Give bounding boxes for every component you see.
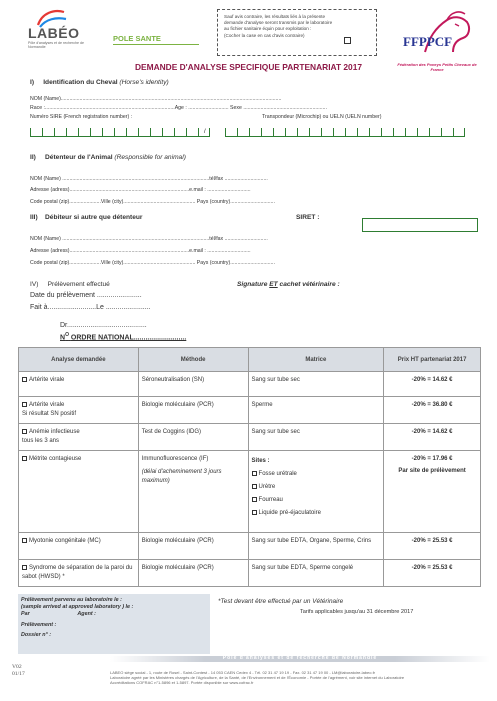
version-label — [12, 664, 25, 678]
price-cell: -20% = 25.53 € — [384, 560, 481, 587]
column-header: Analyse demandée — [19, 348, 139, 372]
section-2-heading — [30, 154, 186, 161]
matrix-cell: Sperme — [248, 397, 384, 424]
checkbox-icon[interactable] — [22, 456, 27, 461]
lab-use-box — [18, 594, 210, 654]
analysis-label: Myotonie congénitale (MC) — [29, 538, 101, 544]
tariff-validity: Tarifs applicables jusqu'au 31 décembre 2017 — [300, 609, 414, 615]
analysis-cell[interactable] — [19, 560, 139, 587]
debtor-address-field[interactable]: Adresse (adress)...................................................................................e.mail : .............................. — [30, 248, 251, 254]
site-option[interactable] — [252, 481, 381, 494]
owner-address-field[interactable]: Adresse (adress)...................................................................................e.mail : .............................. — [30, 187, 251, 193]
section-4-heading — [30, 281, 110, 288]
checkbox-icon[interactable] — [252, 484, 257, 489]
method-label: Immunofluorescence (IF) — [141, 456, 209, 462]
analysis-cell[interactable] — [19, 533, 139, 560]
analysis-label: Anémie infectieuse — [29, 429, 80, 435]
method-cell: Biologie moléculaire (PCR) — [138, 397, 248, 424]
siret-input[interactable] — [362, 218, 478, 232]
analysis-cell[interactable] — [19, 397, 139, 424]
doctor-field[interactable]: Dr......................................... — [60, 322, 147, 329]
ffe-letters: FFPPCF — [403, 34, 453, 49]
analysis-cell[interactable] — [19, 424, 139, 451]
ffe-caption: Fédération des Poneys Petits Chevaux de France — [397, 62, 477, 72]
ordre-national-field[interactable] — [60, 332, 186, 341]
analysis-label: Artérite virale — [29, 402, 65, 408]
breed-age-sex-field[interactable]: Race :..........................................................................................Age : ............................ Sexe .......................................................... — [30, 105, 327, 111]
signature-text: Signature — [237, 281, 268, 288]
analysis-sublabel: tous les 3 ans — [22, 438, 60, 444]
price-cell: -20% = 36.80 € — [384, 397, 481, 424]
section-1-heading — [30, 79, 169, 86]
signature-et: ET — [269, 281, 278, 288]
ordre-n: N — [60, 334, 66, 342]
notice-line: (Cocher la case en cas d'avis contraire) — [224, 32, 305, 38]
page-title: DEMANDE D'ANALYSE SPECIFIQUE PARTENARIAT 2017 — [134, 62, 363, 72]
price-cell — [384, 451, 481, 533]
section-number: II) — [30, 154, 36, 161]
address-line: Accréditations COFRAC n°1-5896 et 1-5897. Portée disponible sur www.cofrac.fr — [110, 680, 254, 685]
site-label: Fourreau — [258, 497, 283, 503]
analysis-sublabel: Si résultat SN positif — [22, 411, 77, 417]
method-cell: Biologie moléculaire (PCR) — [138, 533, 248, 560]
section-number: I) — [30, 79, 35, 86]
checkbox-icon[interactable] — [252, 510, 257, 515]
method-cell: Biologie moléculaire (PCR) — [138, 560, 248, 587]
checkbox-icon[interactable] — [22, 377, 27, 382]
siret-label: SIRET : — [296, 214, 320, 221]
version-line: 01/17 — [12, 671, 25, 677]
price-cell: -20% = 14.62 € — [384, 372, 481, 397]
notice-line: demande d'analyse seront transmis par le laboratoire — [224, 20, 333, 26]
logo-name: LABÉO — [28, 25, 80, 41]
checkbox-icon[interactable] — [252, 497, 257, 502]
table-row — [19, 424, 481, 451]
column-header: Matrice — [248, 348, 384, 372]
section-title: Identification du Cheval — [43, 79, 118, 86]
section-number: IV) — [30, 281, 39, 288]
owner-name-field[interactable]: NOM (Name) ......................................................................................................tél/fax .............................. — [30, 176, 268, 182]
owner-zip-field[interactable]: Code postal (zip)......................Ville (city).................................................. Pays (country)............................... — [30, 199, 275, 205]
analysis-label: Artérite virale — [29, 377, 65, 383]
signature-text: cachet vétérinaire : — [279, 281, 340, 288]
footer-band-text: Pôle d'analyses et de recherche de Normandie — [222, 655, 378, 661]
site-option[interactable] — [252, 507, 381, 520]
matrix-cell: Sang sur tube sec — [248, 424, 384, 451]
debtor-name-field[interactable]: NOM (Name) ......................................................................................................tél/fax .............................. — [30, 236, 268, 242]
debtor-zip-field[interactable]: Code postal (zip)......................Ville (city).................................................. Pays (country)............................... — [30, 260, 275, 266]
site-option[interactable] — [252, 468, 381, 481]
vet-signature-label — [237, 281, 340, 288]
method-cell: Test de Coggins (IDG) — [138, 424, 248, 451]
analysis-label: Métrite contagieuse — [29, 456, 82, 462]
matrix-cell — [248, 451, 384, 533]
checkbox-icon[interactable] — [252, 471, 257, 476]
section-title: Détenteur de l'Animal — [45, 154, 113, 161]
transponder-boxes[interactable] — [225, 128, 465, 137]
address-line: Laboratoire agréé par les Ministères chargés de l'Agriculture, de la Santé, de l'Environnement et de l'Économie - Portée de l'agrément, voir site internet du Laboratoire — [110, 675, 405, 680]
table-row — [19, 451, 481, 533]
section-title-en: (Responsible for animal) — [114, 154, 186, 161]
section-3-heading — [30, 214, 143, 221]
matrix-cell: Sang sur tube sec — [248, 372, 384, 397]
matrix-cell: Sang sur tube EDTA, Organe, Sperme, Crins — [248, 533, 384, 560]
checkbox-icon[interactable] — [22, 429, 27, 434]
checkbox-icon[interactable] — [22, 538, 27, 543]
column-header: Prix HT partenariat 2017 — [384, 348, 481, 372]
sire-boxes[interactable] — [30, 128, 210, 137]
section-number: III) — [30, 214, 38, 221]
site-label: Liquide pré-éjaculatoire — [258, 510, 321, 516]
checkbox-icon[interactable] — [22, 565, 27, 570]
lab-line: Prélèvement parvenu au laboratoire le : — [21, 597, 122, 603]
version-line: V02 — [12, 664, 22, 670]
ordre-text: ORDRE NATIONAL........................... — [70, 334, 187, 342]
price-label: -20% = 17.96 € — [411, 456, 453, 462]
pole-underline — [113, 44, 199, 45]
lab-line: (sample arrived at approved laboratory ) le : — [21, 604, 134, 611]
consent-notice — [217, 9, 377, 56]
site-label: Urètre — [258, 484, 276, 490]
sampling-place-field[interactable]: Fait à.........................Le ....................... — [30, 304, 151, 311]
notice-line: Sauf avis contraire, les résultats liés à la présente — [224, 14, 326, 19]
section-title-en: (Horse's identity) — [119, 79, 169, 86]
sampling-date-field[interactable]: Date du prélèvement ....................... — [30, 292, 142, 299]
logo-subtitle: Pôle d'analyses et de recherche de Normandie — [28, 41, 85, 50]
ordre-o: O — [65, 332, 69, 338]
address-line: LABEO siège social - 1, route de Rosel - Saint-Contest - 14 053 CAEN Cedex 4 - Tél. 02 31 47 19 19 - Fax. 02 31 47 19 00 - LM@laboratoire-labeo.fr — [110, 670, 376, 675]
checkbox-icon[interactable] — [22, 402, 27, 407]
horse-head-icon — [395, 8, 479, 60]
sites-label: Sites : — [251, 458, 270, 464]
transponder-label: Transpondeur (Microchip) ou UELN (UELN number) — [262, 114, 382, 120]
matrix-cell: Sang sur tube EDTA, Sperme congelé — [248, 560, 384, 587]
pole-label: POLE SANTE — [113, 34, 161, 43]
table-row — [19, 533, 481, 560]
section-title: Débiteur si autre que détenteur — [45, 214, 143, 221]
notice-line: au fichier sanitaire équin pour exploitation : — [224, 26, 312, 32]
price-cell: -20% = 25.53 € — [384, 533, 481, 560]
section-title: Prélèvement effectué — [47, 281, 110, 288]
method-cell: Séroneutralisation (SN) — [138, 372, 248, 397]
table-header-row — [19, 348, 481, 372]
table-row — [19, 560, 481, 587]
method-cell — [138, 451, 248, 533]
price-cell: -20% = 14.62 € — [384, 424, 481, 451]
table-row — [19, 397, 481, 424]
analysis-table — [18, 347, 481, 587]
site-label: Fosse urétrale — [258, 471, 297, 477]
analysis-cell[interactable] — [19, 451, 139, 533]
lab-line: Par Agent : — [21, 611, 96, 618]
method-note: (délai d'acheminement 3 jours maximum) — [141, 469, 222, 484]
sire-slash: / — [204, 129, 206, 135]
vet-note: *Test devant être effectué par un Vétérinaire — [218, 598, 344, 605]
consent-checkbox[interactable] — [344, 37, 351, 44]
table-row — [19, 372, 481, 397]
footer-address — [110, 670, 490, 685]
lab-line: Dossier n° : — [21, 631, 52, 638]
site-option[interactable] — [252, 494, 381, 507]
horse-name-field[interactable]: NOM (Name)......................................................................................................................................................... — [30, 96, 282, 102]
analysis-cell[interactable] — [19, 372, 139, 397]
analysis-label: Syndrome de séparation de la paroi du sabot (HWSD) * — [22, 565, 133, 580]
lab-line: Prélèvement : — [21, 621, 57, 628]
price-note: Par site de prélèvement — [398, 468, 466, 474]
column-header: Méthode — [138, 348, 248, 372]
sire-label: Numéro SIRE (French registration number) : — [30, 114, 133, 120]
